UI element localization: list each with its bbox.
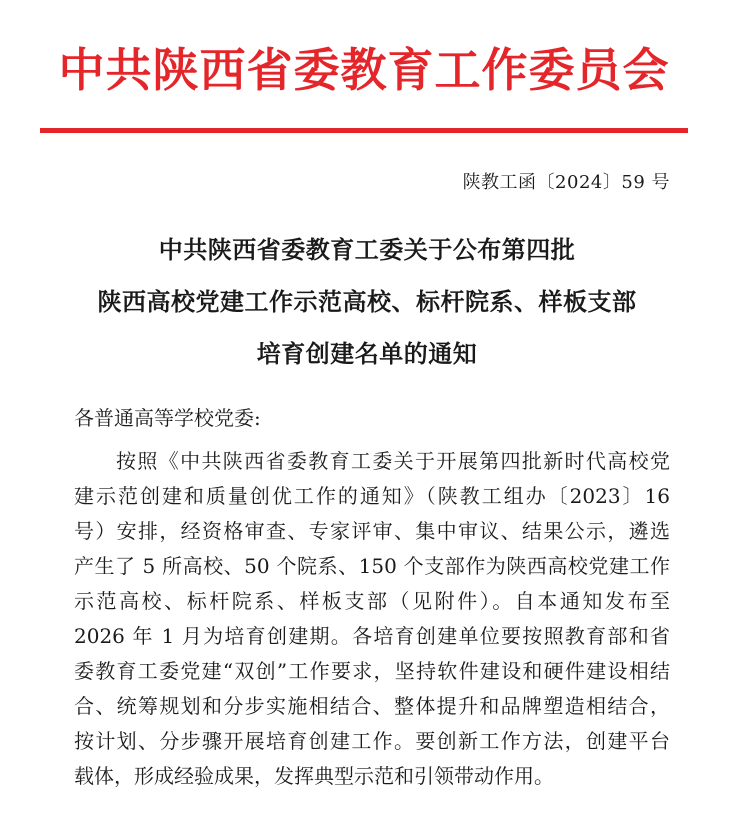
title-line-3: 培育创建名单的通知 — [256, 340, 478, 368]
body-line: 委教育工委党建“双创”工作要求，坚持软件建设和硬件建设相结 — [74, 659, 670, 683]
title-line-2: 陕西高校党建工作示范高校、标杆院系、样板支部 — [97, 288, 637, 316]
document-title — [40, 224, 694, 380]
body-line: 按计划、分步骤开展培育创建工作。要创新工作方法，创建平台 — [74, 729, 670, 753]
document-number: 陕教工函〔2024〕59 号 — [462, 172, 670, 193]
body-paragraph — [74, 444, 674, 794]
body-line: 建示范创建和质量创优工作的通知》（陕教工组办〔2023〕16 — [74, 484, 670, 508]
body-line: 载体，形成经验成果，发挥典型示范和引领带动作用。 — [74, 764, 554, 788]
issuer-masthead: 中共陕西省委教育工作委员会 — [58, 43, 670, 97]
title-line-1: 中共陕西省委教育工委关于公布第四批 — [158, 236, 576, 264]
body-line: 示范高校、标杆院系、样板支部（见附件）。自本通知发布至 — [74, 589, 670, 613]
body-line: 按照《中共陕西省委教育工委关于开展第四批新时代高校党 — [116, 449, 670, 473]
body-line: 产生了 5 所高校、50 个院系、150 个支部作为陕西高校党建工作 — [74, 554, 670, 578]
red-divider-rule — [40, 128, 688, 133]
body-line: 合、统筹规划和分步实施相结合、整体提升和品牌塑造相结合， — [74, 694, 670, 718]
body-line: 2026 年 1 月为培育创建期。各培育创建单位要按照教育部和省 — [74, 624, 670, 648]
salutation: 各普通高等学校党委: — [74, 406, 261, 430]
body-line: 号）安排，经资格审查、专家评审、集中审议、结果公示，遴选 — [74, 519, 670, 543]
